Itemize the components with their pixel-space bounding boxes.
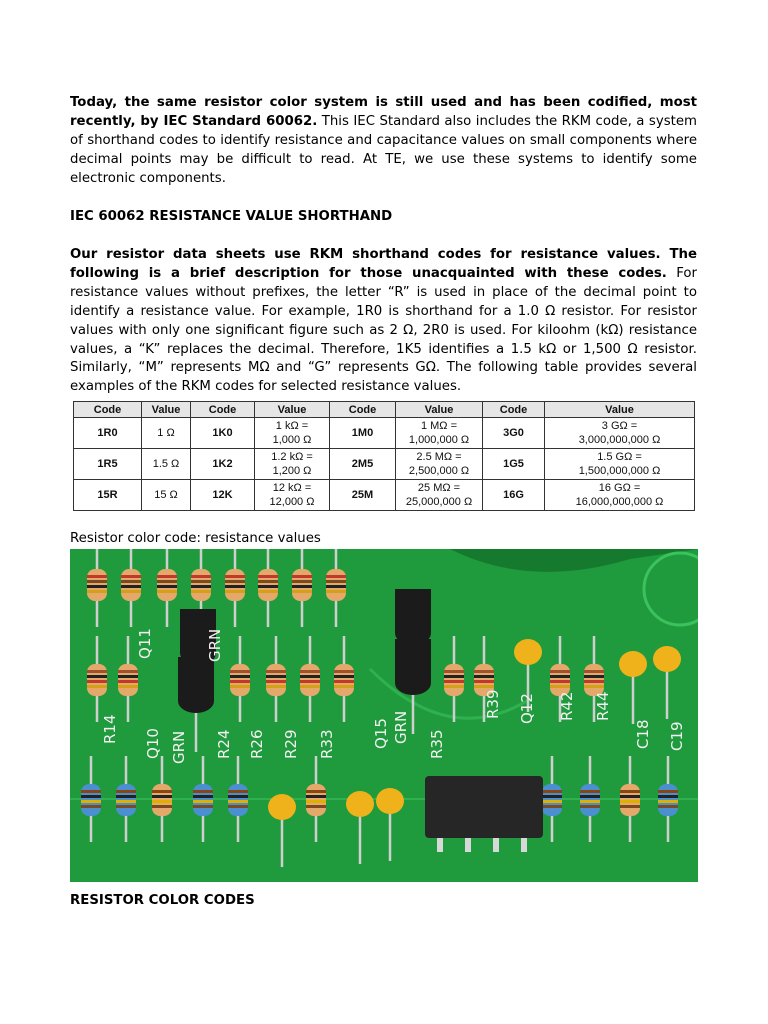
code-cell: 3G0 xyxy=(483,418,545,449)
resistor-band xyxy=(193,805,213,808)
resistor-band xyxy=(306,805,326,808)
resistor-band xyxy=(292,575,312,578)
value-cell xyxy=(255,480,330,511)
resistor-band xyxy=(87,590,107,593)
code-cell: 12K xyxy=(191,480,255,511)
table-header: Code xyxy=(74,402,142,418)
resistor-band xyxy=(87,670,107,673)
resistor-band xyxy=(157,575,177,578)
code-cell: 1K2 xyxy=(191,449,255,480)
silkscreen-label: C19 xyxy=(668,721,686,751)
table-header: Code xyxy=(483,402,545,418)
resistor-band xyxy=(87,680,107,683)
resistor-band xyxy=(225,590,245,593)
resistor-band xyxy=(326,590,346,593)
resistor-band xyxy=(658,795,678,798)
value-cell xyxy=(545,480,695,511)
resistor-band xyxy=(81,795,101,798)
silkscreen-label: R35 xyxy=(428,729,446,759)
resistor-band xyxy=(292,580,312,583)
silkscreen-label: R14 xyxy=(101,714,119,744)
resistor-band xyxy=(118,675,138,678)
value-line: 16,000,000,000 Ω xyxy=(575,496,664,508)
silkscreen-label: Q10 xyxy=(144,728,162,759)
resistor-band xyxy=(300,685,320,688)
resistor-band xyxy=(157,590,177,593)
resistor-band xyxy=(87,675,107,678)
value-line: 1,500,000,000 Ω xyxy=(578,465,661,477)
resistor-band xyxy=(121,585,141,588)
resistor-band xyxy=(230,685,250,688)
resistor-band xyxy=(620,805,640,808)
resistor-band xyxy=(584,675,604,678)
code-cell: 1M0 xyxy=(330,418,396,449)
resistor-band xyxy=(550,675,570,678)
value-line: 12 kΩ = xyxy=(272,482,312,494)
resistor-band xyxy=(334,685,354,688)
resistor-band xyxy=(334,670,354,673)
value-line: 2,500,000 Ω xyxy=(408,465,470,477)
resistor-band xyxy=(542,795,562,798)
resistor-band xyxy=(228,805,248,808)
value-line: 1,000,000 Ω xyxy=(408,434,470,446)
silkscreen-label: R29 xyxy=(282,729,300,759)
ic-pin xyxy=(465,838,471,852)
resistor-band xyxy=(444,680,464,683)
value-cell xyxy=(396,480,483,511)
resistor-band xyxy=(542,805,562,808)
value-line: 1.5 Ω xyxy=(152,458,180,470)
resistor-band xyxy=(474,670,494,673)
resistor-band xyxy=(474,685,494,688)
resistor-band xyxy=(157,585,177,588)
resistor-band xyxy=(81,805,101,808)
resistor-band xyxy=(658,800,678,803)
code-cell: 1R5 xyxy=(74,449,142,480)
resistor-band xyxy=(152,795,172,798)
resistor-band xyxy=(121,580,141,583)
silkscreen-label: GRN xyxy=(206,628,224,662)
resistor-band xyxy=(230,675,250,678)
capacitor xyxy=(346,791,374,817)
code-cell: 16G xyxy=(483,480,545,511)
intro-paragraph xyxy=(70,94,697,189)
resistor-band xyxy=(193,790,213,793)
resistor-band xyxy=(228,800,248,803)
code-cell: 15R xyxy=(74,480,142,511)
resistor-band xyxy=(193,800,213,803)
resistor-band xyxy=(191,585,211,588)
resistor-band xyxy=(306,790,326,793)
resistor-band xyxy=(580,790,600,793)
footer-heading: RESISTOR COLOR CODES xyxy=(70,893,255,908)
silkscreen-label: R33 xyxy=(318,729,336,759)
silkscreen-label: R24 xyxy=(215,729,233,759)
value-line: 1.5 GΩ = xyxy=(597,451,642,463)
ic-pin xyxy=(493,838,499,852)
resistor-band xyxy=(542,790,562,793)
resistor-band xyxy=(334,680,354,683)
resistor-band xyxy=(116,805,136,808)
resistor-band xyxy=(152,805,172,808)
photo-caption: Resistor color code: resistance values xyxy=(70,531,321,546)
resistor-band xyxy=(116,800,136,803)
capacitor xyxy=(619,651,647,677)
resistor-band xyxy=(116,795,136,798)
capacitor xyxy=(268,794,296,820)
value-line: 12,000 Ω xyxy=(269,496,315,508)
silkscreen-label: Q15 xyxy=(372,718,390,749)
resistor-band xyxy=(658,805,678,808)
capacitor xyxy=(376,788,404,814)
transistor xyxy=(178,657,214,713)
silkscreen-label: R26 xyxy=(248,729,266,759)
value-line: 3 GΩ = xyxy=(601,420,638,432)
ic-pin xyxy=(521,838,527,852)
resistor-band xyxy=(87,580,107,583)
resistor-band xyxy=(550,670,570,673)
resistor-band xyxy=(444,670,464,673)
code-cell: 25M xyxy=(330,480,396,511)
resistor-band xyxy=(292,590,312,593)
silkscreen-label: R44 xyxy=(594,691,612,721)
silkscreen-label: R42 xyxy=(558,691,576,721)
resistor-band xyxy=(225,585,245,588)
value-line: 1,200 Ω xyxy=(272,465,312,477)
resistor-band xyxy=(266,670,286,673)
resistor-band xyxy=(306,795,326,798)
value-cell xyxy=(142,418,191,449)
rkm-body-text: For resistance values without prefixes, the letter “R” is used in place of the decimal point to identify a resistance value. For example, 1R0 is shorthand for a 1.0 Ω resistor. For resistor values with only one significant figure such as 2 Ω, 2R0 is used. For kiloohm (kΩ) resistance values, a “K” replaces the decimal. Therefore, 1K5 identifies a 1.5 kΩ or 1,500 Ω resistor. Similarly, “M” represents MΩ and “G” represents GΩ. The following table provides several examples of the RKM codes for selected resistance values. xyxy=(70,265,698,395)
value-line: 25,000,000 Ω xyxy=(405,496,473,508)
value-cell xyxy=(255,449,330,480)
resistor-band xyxy=(118,670,138,673)
resistor-band xyxy=(306,800,326,803)
resistor-band xyxy=(258,575,278,578)
resistor-band xyxy=(584,685,604,688)
value-cell xyxy=(396,418,483,449)
resistor-band xyxy=(326,585,346,588)
resistor-band xyxy=(191,590,211,593)
intro-bold-text: Today, the same resistor color system is still used and has been codified, most recently, by IEC Standard 60062. xyxy=(70,95,697,129)
value-line: 15 Ω xyxy=(154,489,178,501)
value-line: 25 MΩ = xyxy=(417,482,461,494)
resistor-band xyxy=(550,685,570,688)
resistor-band xyxy=(225,575,245,578)
resistor-band xyxy=(580,800,600,803)
resistor-band xyxy=(580,795,600,798)
resistor-band xyxy=(584,670,604,673)
resistor-band xyxy=(266,680,286,683)
silkscreen-label: C18 xyxy=(634,719,652,749)
resistor-band xyxy=(87,685,107,688)
code-cell: 1G5 xyxy=(483,449,545,480)
resistor-band xyxy=(620,800,640,803)
value-cell xyxy=(545,418,695,449)
resistor-band xyxy=(444,675,464,678)
resistor-band xyxy=(191,575,211,578)
rkm-paragraph xyxy=(70,246,697,397)
resistor-band xyxy=(292,585,312,588)
resistor-band xyxy=(116,790,136,793)
resistor-band xyxy=(334,675,354,678)
resistor-band xyxy=(230,680,250,683)
resistor-band xyxy=(193,795,213,798)
resistor-band xyxy=(584,680,604,683)
resistor-band xyxy=(87,575,107,578)
resistor-band xyxy=(157,580,177,583)
resistor-band xyxy=(258,590,278,593)
resistor-band xyxy=(266,675,286,678)
value-line: 2.5 MΩ = xyxy=(416,451,462,463)
resistor-band xyxy=(118,685,138,688)
resistor-band xyxy=(121,590,141,593)
value-cell xyxy=(142,480,191,511)
resistor-band xyxy=(620,795,640,798)
value-line: 1 MΩ = xyxy=(420,420,458,432)
resistor-band xyxy=(121,575,141,578)
value-line: 1 Ω xyxy=(157,427,175,439)
resistor-band xyxy=(444,685,464,688)
silkscreen-label: GRN xyxy=(170,730,188,764)
transistor xyxy=(395,589,431,645)
resistor-band xyxy=(81,800,101,803)
value-line: 16 GΩ = xyxy=(598,482,641,494)
table-header: Value xyxy=(396,402,483,418)
resistor-band xyxy=(620,790,640,793)
resistor-band xyxy=(258,580,278,583)
capacitor xyxy=(653,646,681,672)
resistor-band xyxy=(266,685,286,688)
resistor-band xyxy=(81,790,101,793)
ic-chip xyxy=(425,776,543,838)
resistor-band xyxy=(658,790,678,793)
table-row xyxy=(74,480,695,511)
rkm-bold-text: Our resistor data sheets use RKM shorthand codes for resistance values. The following is a brief description for those unacquainted with these codes. xyxy=(70,247,697,281)
code-cell: 2M5 xyxy=(330,449,396,480)
value-line: 1 kΩ = xyxy=(275,420,309,432)
resistor-band xyxy=(258,585,278,588)
value-line: 3,000,000,000 Ω xyxy=(578,434,661,446)
table-header: Value xyxy=(545,402,695,418)
resistor-band xyxy=(152,790,172,793)
resistor-band xyxy=(326,580,346,583)
table-header: Value xyxy=(255,402,330,418)
resistor-band xyxy=(580,805,600,808)
table-header-row xyxy=(74,402,695,418)
resistor-band xyxy=(225,580,245,583)
resistor-band xyxy=(300,680,320,683)
code-cell: 1R0 xyxy=(74,418,142,449)
resistor-band xyxy=(191,580,211,583)
table-header: Code xyxy=(330,402,396,418)
resistor-band xyxy=(300,670,320,673)
table-header: Code xyxy=(191,402,255,418)
resistor-band xyxy=(228,795,248,798)
transistor xyxy=(395,639,431,695)
resistor-band xyxy=(474,675,494,678)
silkscreen-label: Q11 xyxy=(136,628,154,659)
code-cell: 1K0 xyxy=(191,418,255,449)
resistor-band xyxy=(230,670,250,673)
value-line: 1.2 kΩ = xyxy=(271,451,313,463)
rkm-code-table xyxy=(73,401,695,511)
table-header: Value xyxy=(142,402,191,418)
intro-body-text: This IEC Standard also includes the RKM code, a system of shorthand codes to identify resistance and capacitance values on small components where decimal points may be difficult to read. At TE, we use these systems to identify some electronic components. xyxy=(70,113,697,186)
value-cell xyxy=(255,418,330,449)
ic-pin xyxy=(437,838,443,852)
silkscreen-label: Q12 xyxy=(518,693,536,724)
resistor-band xyxy=(87,585,107,588)
resistor-band xyxy=(550,680,570,683)
resistor-band xyxy=(474,680,494,683)
table-row xyxy=(74,418,695,449)
circuit-board-photo xyxy=(70,549,698,882)
silkscreen-label: GRN xyxy=(392,710,410,744)
resistor-band xyxy=(152,800,172,803)
resistor-band xyxy=(326,575,346,578)
silkscreen-label: R39 xyxy=(484,689,502,719)
section-heading: IEC 60062 RESISTANCE VALUE SHORTHAND xyxy=(70,209,393,224)
capacitor xyxy=(514,639,542,665)
value-line: 1,000 Ω xyxy=(272,434,312,446)
resistor-band xyxy=(118,680,138,683)
value-cell xyxy=(142,449,191,480)
circuit-board-illustration xyxy=(70,549,698,882)
resistor-band xyxy=(542,800,562,803)
value-cell xyxy=(545,449,695,480)
resistor-band xyxy=(300,675,320,678)
table-row xyxy=(74,449,695,480)
resistor-band xyxy=(228,790,248,793)
value-cell xyxy=(396,449,483,480)
